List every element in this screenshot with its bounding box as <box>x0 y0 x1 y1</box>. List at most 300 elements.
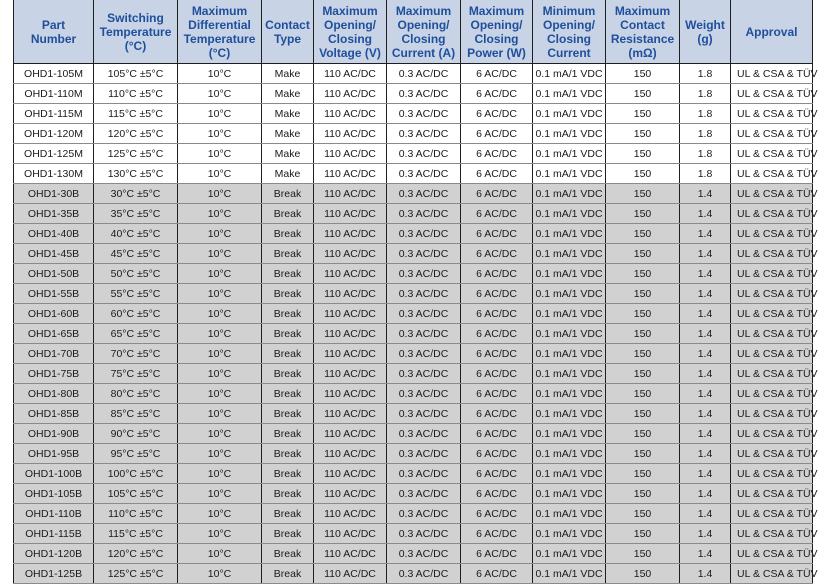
cell-contact-type: Break <box>262 424 314 444</box>
column-header-max-power <box>461 0 533 64</box>
cell-min-current: 0.1 mA/1 VDC <box>533 144 606 164</box>
cell-max-current: 0.3 AC/DC <box>387 304 461 324</box>
cell-max-contact-resistance: 150 <box>606 524 680 544</box>
cell-max-contact-resistance: 150 <box>606 484 680 504</box>
cell-max-differential-temperature: 10°C <box>178 384 262 404</box>
cell-max-contact-resistance: 150 <box>606 284 680 304</box>
cell-weight: 1.4 <box>680 364 731 384</box>
cell-max-voltage: 110 AC/DC <box>314 264 387 284</box>
cell-max-power: 6 AC/DC <box>461 424 533 444</box>
cell-switching-temperature: 110°C ±5°C <box>94 504 178 524</box>
cell-max-current: 0.3 AC/DC <box>387 64 461 84</box>
cell-max-contact-resistance: 150 <box>606 224 680 244</box>
cell-max-power: 6 AC/DC <box>461 184 533 204</box>
cell-max-contact-resistance: 150 <box>606 124 680 144</box>
column-header-line: Closing <box>474 31 519 46</box>
cell-max-voltage: 110 AC/DC <box>314 164 387 184</box>
cell-contact-type: Make <box>262 84 314 104</box>
cell-max-power: 6 AC/DC <box>461 64 533 84</box>
cell-max-power: 6 AC/DC <box>461 464 533 484</box>
cell-max-current: 0.3 AC/DC <box>387 324 461 344</box>
cell-switching-temperature: 45°C ±5°C <box>94 244 178 264</box>
cell-max-current: 0.3 AC/DC <box>387 444 461 464</box>
table-row <box>14 464 813 484</box>
cell-part-number: OHD1-100B <box>14 464 94 484</box>
cell-weight: 1.4 <box>680 544 731 564</box>
cell-contact-type: Break <box>262 284 314 304</box>
cell-switching-temperature: 125°C ±5°C <box>94 144 178 164</box>
table-row <box>14 384 813 404</box>
column-header-line: Voltage (V) <box>319 45 381 60</box>
cell-approval: UL & CSA & TÜV <box>731 144 813 164</box>
cell-part-number: OHD1-130M <box>14 164 94 184</box>
column-header-line: Maximum <box>395 3 452 18</box>
cell-approval: UL & CSA & TÜV <box>731 244 813 264</box>
cell-max-differential-temperature: 10°C <box>178 304 262 324</box>
cell-part-number: OHD1-120B <box>14 544 94 564</box>
cell-max-current: 0.3 AC/DC <box>387 564 461 584</box>
table-row <box>14 344 813 364</box>
column-header-line: Type <box>273 31 302 46</box>
column-header-line: Current (A) <box>391 45 456 60</box>
cell-part-number: OHD1-95B <box>14 444 94 464</box>
cell-switching-temperature: 115°C ±5°C <box>94 104 178 124</box>
cell-approval: UL & CSA & TÜV <box>731 224 813 244</box>
cell-weight: 1.4 <box>680 284 731 304</box>
column-header-max-differential-temperature <box>178 0 262 64</box>
cell-switching-temperature: 105°C ±5°C <box>94 484 178 504</box>
cell-max-power: 6 AC/DC <box>461 324 533 344</box>
cell-weight: 1.4 <box>680 264 731 284</box>
cell-min-current: 0.1 mA/1 VDC <box>533 284 606 304</box>
table-header <box>14 0 813 64</box>
cell-approval: UL & CSA & TÜV <box>731 264 813 284</box>
cell-approval: UL & CSA & TÜV <box>731 324 813 344</box>
cell-max-voltage: 110 AC/DC <box>314 84 387 104</box>
table-row <box>14 264 813 284</box>
cell-weight: 1.8 <box>680 104 731 124</box>
cell-max-current: 0.3 AC/DC <box>387 164 461 184</box>
column-header-line: Closing <box>328 31 372 46</box>
cell-contact-type: Make <box>262 164 314 184</box>
cell-min-current: 0.1 mA/1 VDC <box>533 384 606 404</box>
cell-contact-type: Break <box>262 484 314 504</box>
cell-contact-type: Break <box>262 504 314 524</box>
cell-max-differential-temperature: 10°C <box>178 64 262 84</box>
cell-max-contact-resistance: 150 <box>606 404 680 424</box>
table-row <box>14 544 813 564</box>
cell-max-current: 0.3 AC/DC <box>387 544 461 564</box>
column-header-contact-type <box>262 0 314 64</box>
cell-switching-temperature: 105°C ±5°C <box>94 64 178 84</box>
table-row <box>14 144 813 164</box>
cell-max-differential-temperature: 10°C <box>178 524 262 544</box>
cell-switching-temperature: 40°C ±5°C <box>94 224 178 244</box>
cell-max-contact-resistance: 150 <box>606 444 680 464</box>
cell-weight: 1.8 <box>680 124 731 144</box>
cell-contact-type: Break <box>262 304 314 324</box>
column-header-line: (mΩ) <box>628 45 657 60</box>
cell-max-current: 0.3 AC/DC <box>387 184 461 204</box>
cell-part-number: OHD1-35B <box>14 204 94 224</box>
cell-min-current: 0.1 mA/1 VDC <box>533 304 606 324</box>
cell-contact-type: Break <box>262 264 314 284</box>
column-header-line: Maximum <box>191 3 248 18</box>
column-header-line: (g) <box>697 31 713 46</box>
column-header-line: Closing <box>547 31 591 46</box>
cell-part-number: OHD1-125B <box>14 564 94 584</box>
cell-weight: 1.4 <box>680 484 731 504</box>
cell-max-contact-resistance: 150 <box>606 364 680 384</box>
cell-max-differential-temperature: 10°C <box>178 484 262 504</box>
cell-weight: 1.8 <box>680 84 731 104</box>
cell-max-voltage: 110 AC/DC <box>314 324 387 344</box>
column-header-line: Resistance <box>610 31 675 46</box>
column-header-line: Minimum <box>542 3 596 18</box>
cell-switching-temperature: 120°C ±5°C <box>94 544 178 564</box>
cell-approval: UL & CSA & TÜV <box>731 64 813 84</box>
cell-max-power: 6 AC/DC <box>461 244 533 264</box>
cell-switching-temperature: 100°C ±5°C <box>94 464 178 484</box>
cell-max-power: 6 AC/DC <box>461 504 533 524</box>
cell-min-current: 0.1 mA/1 VDC <box>533 84 606 104</box>
cell-max-power: 6 AC/DC <box>461 524 533 544</box>
cell-min-current: 0.1 mA/1 VDC <box>533 484 606 504</box>
cell-min-current: 0.1 mA/1 VDC <box>533 504 606 524</box>
cell-max-contact-resistance: 150 <box>606 244 680 264</box>
cell-min-current: 0.1 mA/1 VDC <box>533 324 606 344</box>
table-row <box>14 84 813 104</box>
cell-weight: 1.4 <box>680 504 731 524</box>
cell-max-voltage: 110 AC/DC <box>314 504 387 524</box>
cell-max-differential-temperature: 10°C <box>178 244 262 264</box>
column-header-line: (°C) <box>124 38 147 53</box>
table-row <box>14 404 813 424</box>
cell-max-contact-resistance: 150 <box>606 564 680 584</box>
table-row <box>14 104 813 124</box>
cell-contact-type: Break <box>262 404 314 424</box>
cell-max-current: 0.3 AC/DC <box>387 224 461 244</box>
column-header-line: Temperature <box>183 31 256 46</box>
cell-max-contact-resistance: 150 <box>606 64 680 84</box>
cell-switching-temperature: 35°C ±5°C <box>94 204 178 224</box>
cell-min-current: 0.1 mA/1 VDC <box>533 224 606 244</box>
cell-approval: UL & CSA & TÜV <box>731 284 813 304</box>
cell-max-current: 0.3 AC/DC <box>387 524 461 544</box>
cell-switching-temperature: 90°C ±5°C <box>94 424 178 444</box>
cell-switching-temperature: 130°C ±5°C <box>94 164 178 184</box>
cell-max-power: 6 AC/DC <box>461 224 533 244</box>
cell-max-voltage: 110 AC/DC <box>314 224 387 244</box>
table-row <box>14 524 813 544</box>
cell-switching-temperature: 120°C ±5°C <box>94 124 178 144</box>
column-header-line: Opening/ <box>470 17 523 32</box>
cell-approval: UL & CSA & TÜV <box>731 484 813 504</box>
cell-contact-type: Break <box>262 344 314 364</box>
cell-max-current: 0.3 AC/DC <box>387 144 461 164</box>
cell-part-number: OHD1-80B <box>14 384 94 404</box>
cell-part-number: OHD1-45B <box>14 244 94 264</box>
cell-weight: 1.4 <box>680 184 731 204</box>
column-header-line: Contact <box>620 17 665 32</box>
column-header-line: Opening/ <box>397 17 450 32</box>
cell-max-current: 0.3 AC/DC <box>387 404 461 424</box>
cell-max-differential-temperature: 10°C <box>178 144 262 164</box>
cell-max-power: 6 AC/DC <box>461 404 533 424</box>
cell-switching-temperature: 115°C ±5°C <box>94 524 178 544</box>
table-row <box>14 504 813 524</box>
table-row <box>14 324 813 344</box>
cell-weight: 1.4 <box>680 524 731 544</box>
table-row <box>14 244 813 264</box>
cell-max-contact-resistance: 150 <box>606 104 680 124</box>
cell-max-current: 0.3 AC/DC <box>387 244 461 264</box>
cell-max-power: 6 AC/DC <box>461 124 533 144</box>
cell-contact-type: Break <box>262 544 314 564</box>
cell-max-current: 0.3 AC/DC <box>387 424 461 444</box>
cell-weight: 1.4 <box>680 224 731 244</box>
column-header-line: Maximum <box>322 3 378 18</box>
cell-part-number: OHD1-55B <box>14 284 94 304</box>
cell-part-number: OHD1-30B <box>14 184 94 204</box>
cell-max-contact-resistance: 150 <box>606 304 680 324</box>
table-row <box>14 164 813 184</box>
cell-weight: 1.4 <box>680 324 731 344</box>
cell-weight: 1.4 <box>680 444 731 464</box>
cell-max-voltage: 110 AC/DC <box>314 304 387 324</box>
cell-max-contact-resistance: 150 <box>606 544 680 564</box>
cell-max-power: 6 AC/DC <box>461 544 533 564</box>
cell-contact-type: Break <box>262 244 314 264</box>
column-header-line: Current <box>547 45 591 60</box>
column-header-line: Switching <box>107 10 164 25</box>
cell-approval: UL & CSA & TÜV <box>731 304 813 324</box>
cell-max-contact-resistance: 150 <box>606 424 680 444</box>
cell-part-number: OHD1-85B <box>14 404 94 424</box>
cell-max-differential-temperature: 10°C <box>178 164 262 184</box>
column-header-max-current <box>387 0 461 64</box>
cell-weight: 1.8 <box>680 144 731 164</box>
column-header-line: Power (W) <box>467 45 526 60</box>
cell-approval: UL & CSA & TÜV <box>731 364 813 384</box>
cell-max-contact-resistance: 150 <box>606 464 680 484</box>
cell-min-current: 0.1 mA/1 VDC <box>533 124 606 144</box>
cell-max-contact-resistance: 150 <box>606 344 680 364</box>
cell-max-current: 0.3 AC/DC <box>387 484 461 504</box>
cell-max-voltage: 110 AC/DC <box>314 424 387 444</box>
cell-part-number: OHD1-120M <box>14 124 94 144</box>
cell-max-differential-temperature: 10°C <box>178 224 262 244</box>
cell-max-power: 6 AC/DC <box>461 104 533 124</box>
cell-max-contact-resistance: 150 <box>606 264 680 284</box>
cell-part-number: OHD1-50B <box>14 264 94 284</box>
cell-contact-type: Break <box>262 384 314 404</box>
cell-switching-temperature: 60°C ±5°C <box>94 304 178 324</box>
cell-max-power: 6 AC/DC <box>461 564 533 584</box>
cell-contact-type: Make <box>262 124 314 144</box>
cell-max-power: 6 AC/DC <box>461 164 533 184</box>
cell-contact-type: Make <box>262 144 314 164</box>
cell-max-current: 0.3 AC/DC <box>387 464 461 484</box>
cell-max-voltage: 110 AC/DC <box>314 124 387 144</box>
cell-max-current: 0.3 AC/DC <box>387 84 461 104</box>
cell-switching-temperature: 80°C ±5°C <box>94 384 178 404</box>
cell-max-differential-temperature: 10°C <box>178 284 262 304</box>
cell-max-differential-temperature: 10°C <box>178 444 262 464</box>
cell-approval: UL & CSA & TÜV <box>731 504 813 524</box>
table-row <box>14 304 813 324</box>
cell-max-contact-resistance: 150 <box>606 184 680 204</box>
cell-max-voltage: 110 AC/DC <box>314 64 387 84</box>
cell-min-current: 0.1 mA/1 VDC <box>533 344 606 364</box>
cell-approval: UL & CSA & TÜV <box>731 544 813 564</box>
table-row <box>14 124 813 144</box>
cell-max-voltage: 110 AC/DC <box>314 464 387 484</box>
cell-min-current: 0.1 mA/1 VDC <box>533 204 606 224</box>
cell-weight: 1.4 <box>680 404 731 424</box>
cell-contact-type: Break <box>262 324 314 344</box>
cell-max-voltage: 110 AC/DC <box>314 444 387 464</box>
cell-max-power: 6 AC/DC <box>461 304 533 324</box>
cell-contact-type: Break <box>262 184 314 204</box>
cell-min-current: 0.1 mA/1 VDC <box>533 424 606 444</box>
cell-approval: UL & CSA & TÜV <box>731 444 813 464</box>
column-header-line: Closing <box>401 31 446 46</box>
column-header-weight <box>680 0 731 64</box>
cell-switching-temperature: 65°C ±5°C <box>94 324 178 344</box>
cell-switching-temperature: 85°C ±5°C <box>94 404 178 424</box>
cell-approval: UL & CSA & TÜV <box>731 464 813 484</box>
cell-approval: UL & CSA & TÜV <box>731 104 813 124</box>
cell-contact-type: Break <box>262 224 314 244</box>
cell-part-number: OHD1-90B <box>14 424 94 444</box>
cell-contact-type: Break <box>262 524 314 544</box>
cell-max-current: 0.3 AC/DC <box>387 284 461 304</box>
cell-max-differential-temperature: 10°C <box>178 204 262 224</box>
table-row <box>14 424 813 444</box>
cell-max-power: 6 AC/DC <box>461 84 533 104</box>
cell-max-contact-resistance: 150 <box>606 144 680 164</box>
cell-max-voltage: 110 AC/DC <box>314 484 387 504</box>
table-row <box>14 204 813 224</box>
table-row <box>14 184 813 204</box>
cell-max-current: 0.3 AC/DC <box>387 504 461 524</box>
cell-part-number: OHD1-115B <box>14 524 94 544</box>
cell-max-contact-resistance: 150 <box>606 84 680 104</box>
cell-switching-temperature: 30°C ±5°C <box>94 184 178 204</box>
cell-min-current: 0.1 mA/1 VDC <box>533 364 606 384</box>
cell-min-current: 0.1 mA/1 VDC <box>533 64 606 84</box>
cell-weight: 1.4 <box>680 204 731 224</box>
column-header-line: Temperature <box>99 24 172 39</box>
cell-max-current: 0.3 AC/DC <box>387 364 461 384</box>
cell-max-current: 0.3 AC/DC <box>387 124 461 144</box>
cell-max-voltage: 110 AC/DC <box>314 544 387 564</box>
cell-min-current: 0.1 mA/1 VDC <box>533 524 606 544</box>
cell-max-differential-temperature: 10°C <box>178 504 262 524</box>
cell-max-differential-temperature: 10°C <box>178 464 262 484</box>
table-row <box>14 284 813 304</box>
cell-switching-temperature: 50°C ±5°C <box>94 264 178 284</box>
cell-contact-type: Make <box>262 64 314 84</box>
cell-part-number: OHD1-75B <box>14 364 94 384</box>
cell-approval: UL & CSA & TÜV <box>731 384 813 404</box>
cell-max-contact-resistance: 150 <box>606 324 680 344</box>
cell-part-number: OHD1-40B <box>14 224 94 244</box>
cell-max-differential-temperature: 10°C <box>178 404 262 424</box>
cell-max-voltage: 110 AC/DC <box>314 404 387 424</box>
cell-max-contact-resistance: 150 <box>606 164 680 184</box>
cell-weight: 1.4 <box>680 344 731 364</box>
cell-max-voltage: 110 AC/DC <box>314 524 387 544</box>
cell-contact-type: Break <box>262 564 314 584</box>
cell-switching-temperature: 55°C ±5°C <box>94 284 178 304</box>
column-header-min-current <box>533 0 606 64</box>
cell-max-differential-temperature: 10°C <box>178 264 262 284</box>
cell-max-power: 6 AC/DC <box>461 364 533 384</box>
cell-approval: UL & CSA & TÜV <box>731 124 813 144</box>
cell-switching-temperature: 95°C ±5°C <box>94 444 178 464</box>
column-header-line: (°C) <box>208 45 231 60</box>
cell-weight: 1.4 <box>680 464 731 484</box>
cell-part-number: OHD1-65B <box>14 324 94 344</box>
cell-max-contact-resistance: 150 <box>606 384 680 404</box>
cell-approval: UL & CSA & TÜV <box>731 164 813 184</box>
cell-max-current: 0.3 AC/DC <box>387 384 461 404</box>
cell-contact-type: Break <box>262 204 314 224</box>
cell-max-differential-temperature: 10°C <box>178 184 262 204</box>
cell-max-differential-temperature: 10°C <box>178 424 262 444</box>
column-header-line: Opening/ <box>324 17 376 32</box>
cell-switching-temperature: 110°C ±5°C <box>94 84 178 104</box>
cell-max-contact-resistance: 150 <box>606 504 680 524</box>
cell-approval: UL & CSA & TÜV <box>731 564 813 584</box>
cell-max-current: 0.3 AC/DC <box>387 204 461 224</box>
cell-weight: 1.8 <box>680 164 731 184</box>
cell-max-differential-temperature: 10°C <box>178 84 262 104</box>
cell-contact-type: Break <box>262 364 314 384</box>
cell-max-voltage: 110 AC/DC <box>314 284 387 304</box>
cell-max-current: 0.3 AC/DC <box>387 264 461 284</box>
cell-part-number: OHD1-110B <box>14 504 94 524</box>
cell-min-current: 0.1 mA/1 VDC <box>533 164 606 184</box>
cell-part-number: OHD1-70B <box>14 344 94 364</box>
cell-weight: 1.4 <box>680 564 731 584</box>
cell-approval: UL & CSA & TÜV <box>731 84 813 104</box>
cell-approval: UL & CSA & TÜV <box>731 424 813 444</box>
table-row <box>14 564 813 584</box>
column-header-max-contact-resistance <box>606 0 680 64</box>
column-header-line: Differential <box>188 17 251 32</box>
cell-min-current: 0.1 mA/1 VDC <box>533 184 606 204</box>
table-row <box>14 484 813 504</box>
column-header-part-number <box>14 0 94 64</box>
cell-contact-type: Make <box>262 104 314 124</box>
cell-approval: UL & CSA & TÜV <box>731 344 813 364</box>
cell-max-voltage: 110 AC/DC <box>314 344 387 364</box>
cell-part-number: OHD1-115M <box>14 104 94 124</box>
cell-switching-temperature: 75°C ±5°C <box>94 364 178 384</box>
cell-weight: 1.4 <box>680 424 731 444</box>
cell-part-number: OHD1-105M <box>14 64 94 84</box>
cell-max-power: 6 AC/DC <box>461 344 533 364</box>
cell-max-power: 6 AC/DC <box>461 444 533 464</box>
cell-max-differential-temperature: 10°C <box>178 364 262 384</box>
cell-min-current: 0.1 mA/1 VDC <box>533 264 606 284</box>
cell-max-voltage: 110 AC/DC <box>314 564 387 584</box>
cell-weight: 1.8 <box>680 64 731 84</box>
cell-approval: UL & CSA & TÜV <box>731 524 813 544</box>
